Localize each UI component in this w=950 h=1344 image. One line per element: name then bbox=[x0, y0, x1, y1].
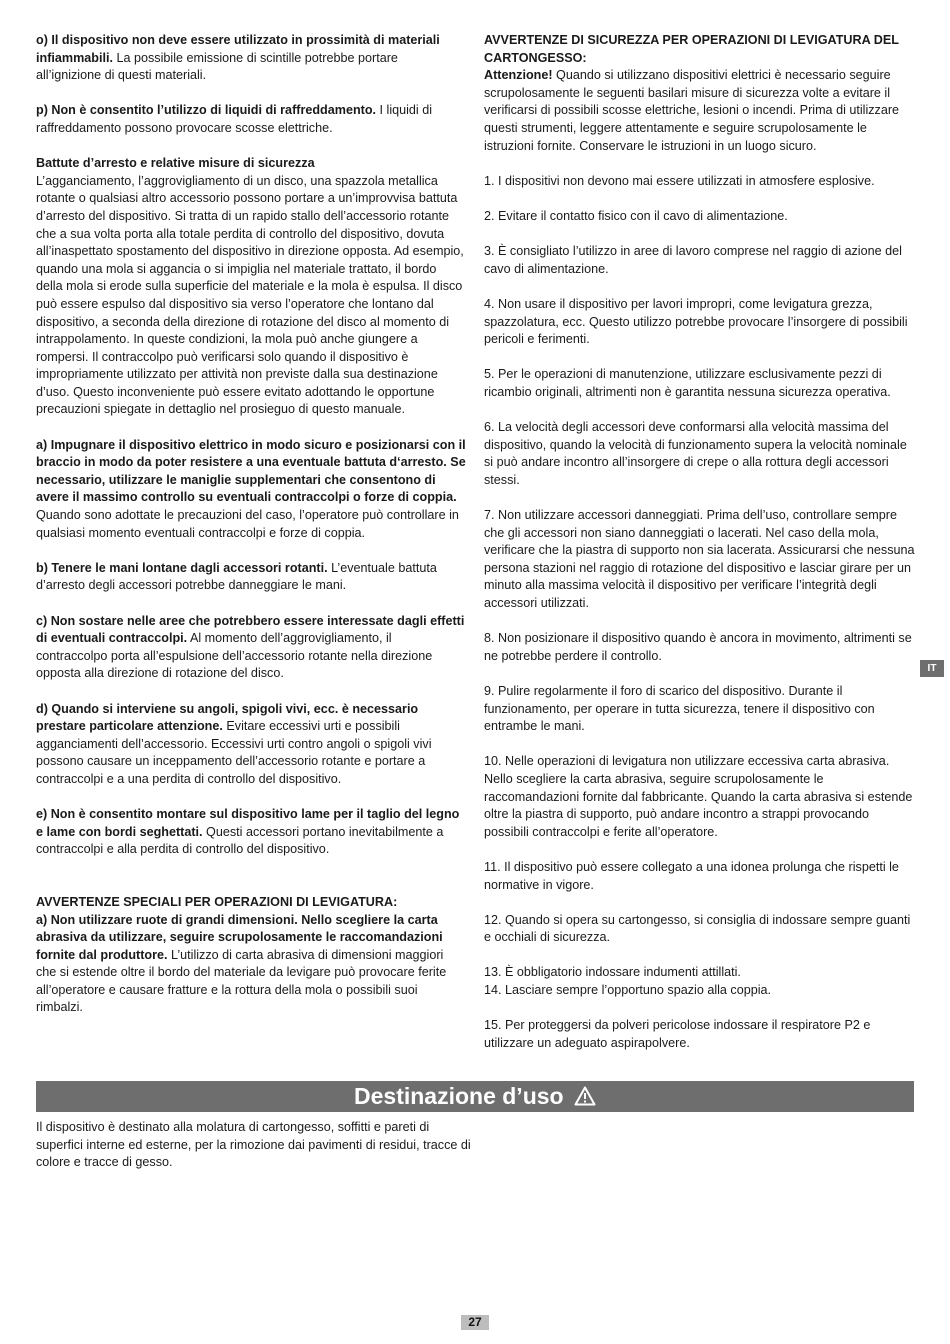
paragraph-b: b) Tenere le mani lontane dagli accessori rotanti. L’eventuale battuta d’arresto degli accessori potrebbe danneggiare le mani. bbox=[36, 560, 437, 593]
list-item: 15. Per proteggersi da polveri pericolose indossare il respiratore P2 e utilizzare un adeguato aspirapolvere. bbox=[484, 1018, 871, 1050]
section-banner bbox=[36, 1081, 914, 1112]
list-item: 5. Per le operazioni di manutenzione, utilizzare esclusivamente pezzi di ricambio originali, altrimenti non è garantita nessuna sicurezza operativa. bbox=[484, 367, 891, 399]
list-item: 10. Nelle operazioni di levigatura non utilizzare eccessiva carta abrasiva. Nello scegliere la carta abrasiva, seguire scrupolosamente le raccomandazioni fornite dal fabbricante. Quando la carta abrasiva si estende oltre la piastra di supporto, può andare incontro a strappi provocando possibili contraccolpi e ferite all’operatore. bbox=[484, 754, 913, 839]
battute-text: L’agganciamento, l’aggrovigliamento di un disco, una spazzola metallica rotante o qualsiasi altro accessorio possono portare a un’improvvisa battuta d’arresto del dispositivo. Si tratta di un rapido stallo dell’accessorio rotante che a sua volta porta alla totale perdita di controllo del dispositivo, dovuta all’inaspettato spostamento del dispositivo in direzione opposta. Ad esempio, quando una mola si aggancia o si impiglia nel materiale trattato, il bordo della mola si erode sulla superficie del materiale e la mola è espulsa. Il disco può essere espulso dal dispositivo sia verso l’operatore che lontano dal dispositivo, a seconda della direzione di rotazione del disco al momento di intrappolamento. In queste condizioni, la mola può anche giungere a rompersi. Il contraccolpo può verificarsi solo quando il dispositivo è impropriamente utilizzato per attività non previste dalla sua destinazione d’uso. Questo inconveniente può essere evitato adottando le opportune precauzioni spiegate in dettaglio nel prosieguo di questo manuale. bbox=[36, 173, 464, 417]
banner-title: Destinazione d’uso bbox=[354, 1083, 564, 1109]
list-item: 13. È obbligatorio indossare indumenti attillati. bbox=[484, 965, 741, 980]
destinazione-text: Il dispositivo è destinato alla molatura di cartongesso, soffitti e pareti di superfici interne ed esterne, per la rimozione dai pavimenti di residui, tracce di colore e tracce di gesso. bbox=[36, 1120, 471, 1170]
paragraph-d: d) Quando si interviene su angoli, spigoli vivi, ecc. è necessario prestare particolare attenzione. Evitare eccessivi urti e possibili agganciamenti dell’accessorio. Eccessivi urti contro angoli o spigoli vivi possono causare un inceppamento dell’accessorio rotante e portare a contraccolpi e a una perdita di controllo del dispositivo. bbox=[36, 701, 432, 786]
language-tab: IT bbox=[920, 660, 944, 677]
page-number: 27 bbox=[461, 1315, 489, 1330]
list-item: 6. La velocità degli accessori deve conformarsi alla velocità massima del dispositivo, quando la velocità di funzionamento supera la velocità nominale si può andare incontro all’insorgere di crepe o alla rottura degli accessori stessi. bbox=[484, 420, 907, 487]
paragraph-e: e) Non è consentito montare sul dispositivo lame per il taglio del legno e lame con bordi seghettati. Questi accessori portano inevitabilmente a contraccolpi e alla perdita di controllo del dispositivo. bbox=[36, 807, 460, 857]
paragraph-a: a) Impugnare il dispositivo elettrico in modo sicuro e posizionarsi con il braccio in modo da poter resistere a una eventuale battuta d‘arresto. Se necessario, utilizzare le maniglie supplementari che consentono di avere il massimo controllo su eventuali contraccolpi o forze di coppia. Quando sono adottate le precauzioni del caso, l’operatore può controllare in qualsiasi momento eventuali contraccolpi e forze di coppia. bbox=[36, 437, 466, 540]
list-item: 1. I dispositivi non devono mai essere utilizzati in atmosfere esplosive. bbox=[484, 173, 875, 188]
right-heading: AVVERTENZE DI SICUREZZA PER OPERAZIONI DI LEVIGATURA DEL CARTONGESSO: bbox=[484, 33, 899, 65]
speciali-heading: AVVERTENZE SPECIALI PER OPERAZIONI DI LEVIGATURA: bbox=[36, 894, 398, 909]
list-item: 11. Il dispositivo può essere collegato a una idonea prolunga che rispetti le normative in vigore. bbox=[484, 859, 899, 892]
left-column bbox=[36, 32, 466, 1017]
paragraph-p: p) Non è consentito l’utilizzo di liquidi di raffreddamento. I liquidi di raffreddamento possono provocare scosse elettriche. bbox=[36, 103, 433, 135]
list-item: 8. Non posizionare il dispositivo quando è ancora in movimento, altrimenti se ne potrebbe perdere il controllo. bbox=[484, 631, 912, 663]
warning-triangle-icon bbox=[574, 1083, 596, 1114]
list-item: 3. È consigliato l’utilizzo in aree di lavoro comprese nel raggio di azione del cavo di alimentazione. bbox=[484, 244, 902, 276]
destinazione-section bbox=[36, 1119, 476, 1172]
list-item: 14. Lasciare sempre l’opportuno spazio alla coppia. bbox=[484, 983, 772, 998]
list-item: 9. Pulire regolarmente il foro di scarico del dispositivo. Durante il funzionamento, per operare in tutta sicurezza, tenere il dispositivo con entrambe le mani. bbox=[484, 683, 875, 734]
list-item: 4. Non usare il dispositivo per lavori impropri, come levigatura grezza, spazzolatura, ecc. Questo utilizzo potrebbe provocare l’insorgere di possibili pericoli e ferimenti. bbox=[484, 296, 908, 347]
right-intro: AVVERTENZE DI SICUREZZA PER OPERAZIONI DI LEVIGATURA DEL CARTONGESSO: Attenzione! Quando si utilizzano dispositivi elettrici è necessario seguire scrupolosamente le seguenti basilari misure di sicurezza volte a evitare il verificarsi di possibili scosse elettriche, lesioni o incendi. Prima di utilizzare questi strumenti, leggere attentamente e seguire scrupolosamente le istruzioni fornite. Conservare le istruzioni in un luogo sicuro. bbox=[484, 33, 900, 153]
paragraph-c: c) Non sostare nelle aree che potrebbero essere interessate dagli effetti di eventuali contraccolpi. Al momento dell’aggrovigliamento, il contraccolpo porta all’espulsione dell’accessorio rotante nella direzione opposta alla direzione di rotazione del disco. bbox=[36, 613, 465, 681]
speciali-section: AVVERTENZE SPECIALI PER OPERAZIONI DI LEVIGATURA: a) Non utilizzare ruote di grandi dimensioni. Nello scegliere la carta abrasiva da utilizzare, seguire scrupolosamente le raccomandazioni fornite dal produttore. L’utilizzo di carta abrasiva di dimensioni maggiori che si estende oltre il bordo del materiale da levigare può provocare ferite all’operatore e causare fratture e la rottura della mola o possibili suoi rimbalzi. bbox=[36, 894, 447, 1015]
paragraph-o: o) Il dispositivo non deve essere utilizzato in prossimità di materiali infiammabili. La possibile emissione di scintille potrebbe portare all’ignizione di questi materiali. bbox=[36, 33, 440, 83]
list-item: 12. Quando si opera su cartongesso, si consiglia di indossare sempre guanti e occhiali di sicurezza. bbox=[484, 912, 911, 945]
list-item: 7. Non utilizzare accessori danneggiati. Prima dell’uso, controllare sempre che gli accessori non siano danneggiati o lacerati. Nel caso della mola, verificare che la piastra di supporto non sia lacerata. Assicurarsi che nessuna persona stazioni nel raggio di rotazione del dispositivo e lasciar girare per un minuto alla massima velocità il dispositivo per verificare l’integrità degli accessori utilizzati. bbox=[484, 508, 915, 610]
battute-section bbox=[36, 155, 466, 419]
list-item: 2. Evitare il contatto fisico con il cavo di alimentazione. bbox=[484, 208, 788, 223]
battute-heading: Battute d’arresto e relative misure di sicurezza bbox=[36, 156, 315, 171]
right-column bbox=[484, 32, 916, 1052]
